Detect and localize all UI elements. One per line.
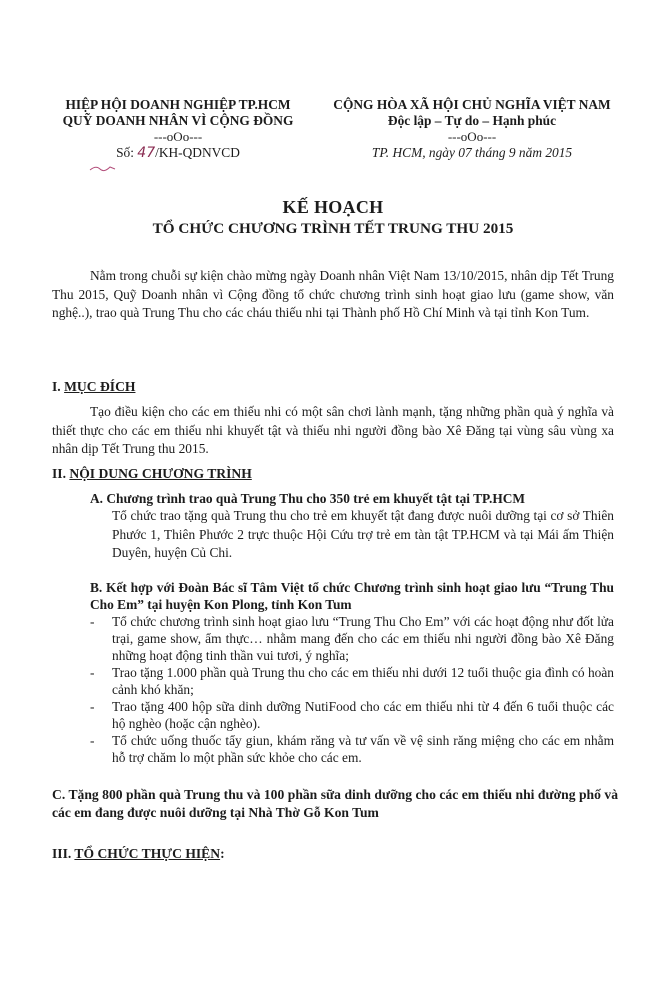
- doc-number-suffix: /KH-QDNVCD: [155, 145, 240, 160]
- subsection-c-heading: C. Tặng 800 phần quà Trung thu và 100 phần sữa dinh dưỡng cho các em thiếu nhi đường phố và các em đang được nuôi dưỡng tại Nhà Thờ Gỗ Kon Tum: [52, 787, 618, 820]
- list-item: [90, 732, 614, 766]
- intro-paragraph: Nằm trong chuỗi sự kiện chào mừng ngày Doanh nhân Việt Nam 13/10/2015, nhân dịp Tết Trung Thu 2015, Quỹ Doanh nhân vì Cộng đồng tổ chức chương trình sinh hoạt giao lưu (game show, văn nghệ..), trao quà Trung Thu cho các cháu thiếu nhi tại Thành phố Hồ Chí Minh và tại tỉnh Kon Tum.: [52, 268, 614, 321]
- doc-number-handwritten: 47: [137, 145, 156, 161]
- section-1-body: Tạo điều kiện cho các em thiếu nhi có một sân chơi lành mạnh, tặng những phần quà ý nghĩa và thiết thực cho các em thiếu nhi khuyết tật và thiếu nhi người đồng bào Xê Đăng tại vùng sâu vùng xa nhân dịp Tết Trung thu 2015.: [52, 404, 614, 457]
- place-date: TP. HCM, ngày 07 tháng 9 năm 2015: [371, 145, 573, 160]
- subsection-a-body: Tổ chức trao tặng quà Trung thu cho trẻ em khuyết tật đang được nuôi dưỡng tại cơ sở Thiên Phước 1, Thiên Phước 2 trực thuộc Hội Cứu trợ trẻ em tàn tật TP.HCM và tại Mái ấm Thiện Duyên, huyện Củ Chi.: [112, 508, 614, 561]
- section-2-heading: [52, 466, 252, 482]
- list-item-text: Tổ chức uống thuốc tẩy giun, khám răng và tư vấn về vệ sinh răng miệng cho các em nhằm hỗ trợ chăm lo một phần sức khỏe cho các em.: [112, 733, 614, 765]
- section-2-title: NỘI DUNG CHƯƠNG TRÌNH: [69, 466, 252, 481]
- list-item: [90, 664, 614, 698]
- section-1-title: MỤC ĐÍCH: [64, 379, 136, 394]
- document-title: KẾ HOẠCH: [282, 197, 384, 217]
- section-3-title: TỔ CHỨC THỰC HIỆN: [74, 846, 221, 861]
- doc-number-prefix: Số:: [116, 145, 138, 160]
- list-item: [90, 698, 614, 732]
- section-2-number: II.: [52, 466, 70, 481]
- list-item-text: Trao tặng 1.000 phần quà Trung thu cho các em thiếu nhi dưới 12 tuổi thuộc gia đình có hoàn cảnh khó khăn;: [112, 665, 614, 697]
- subsection-a-heading: A. Chương trình trao quà Trung Thu cho 350 trẻ em khuyết tật tại TP.HCM: [90, 491, 526, 506]
- section-1-heading: [52, 379, 135, 395]
- section-3-number: III.: [52, 846, 75, 861]
- nation-title: CỘNG HÒA XÃ HỘI CHỦ NGHĨA VIỆT NAM: [333, 97, 611, 112]
- list-item: [90, 613, 614, 664]
- issuer-block: [48, 97, 308, 145]
- bullet-dash: -: [90, 614, 95, 629]
- issuer-org-line1: HIỆP HỘI DOANH NGHIỆP TP.HCM: [65, 97, 291, 112]
- handwritten-mark: [88, 163, 118, 173]
- nation-block: [316, 97, 628, 145]
- issuer-org-line2: QUỸ DOANH NHÂN VÌ CỘNG ĐỒNG: [62, 113, 294, 128]
- section-3-colon: :: [220, 846, 225, 861]
- issuer-separator: ---oOo---: [153, 129, 203, 144]
- bullet-dash: -: [90, 733, 95, 748]
- section-1-number: I.: [52, 379, 65, 394]
- section-3-heading: [52, 846, 225, 862]
- document-number: [48, 145, 308, 161]
- list-item-text: Tổ chức chương trình sinh hoạt giao lưu “Trung Thu Cho Em” với các hoạt động như đốt lửa trại, game show, ẩm thực… nhằm mang đến cho các em thiếu nhi người đồng bào Xê Đăng những hoạt động tinh thần vui tươi, ý nghĩa;: [112, 614, 614, 663]
- nation-separator: ---oOo---: [447, 129, 497, 144]
- nation-motto: Độc lập – Tự do – Hạnh phúc: [387, 113, 557, 128]
- bullet-dash: -: [90, 699, 95, 714]
- document-subtitle: TỔ CHỨC CHƯƠNG TRÌNH TẾT TRUNG THU 2015: [152, 220, 514, 237]
- subsection-b-list: [90, 613, 614, 766]
- list-item-text: Trao tặng 400 hộp sữa dinh dưỡng NutiFood cho các em thiếu nhi từ 4 đến 6 tuổi thuộc các hộ nghèo (hoặc cận nghèo).: [112, 699, 614, 731]
- subsection-b-heading: B. Kết hợp với Đoàn Bác sĩ Tâm Việt tổ chức Chương trình sinh hoạt giao lưu “Trung Thu Cho Em” tại huyện Kon Plong, tỉnh Kon Tum: [90, 580, 614, 612]
- bullet-dash: -: [90, 665, 95, 680]
